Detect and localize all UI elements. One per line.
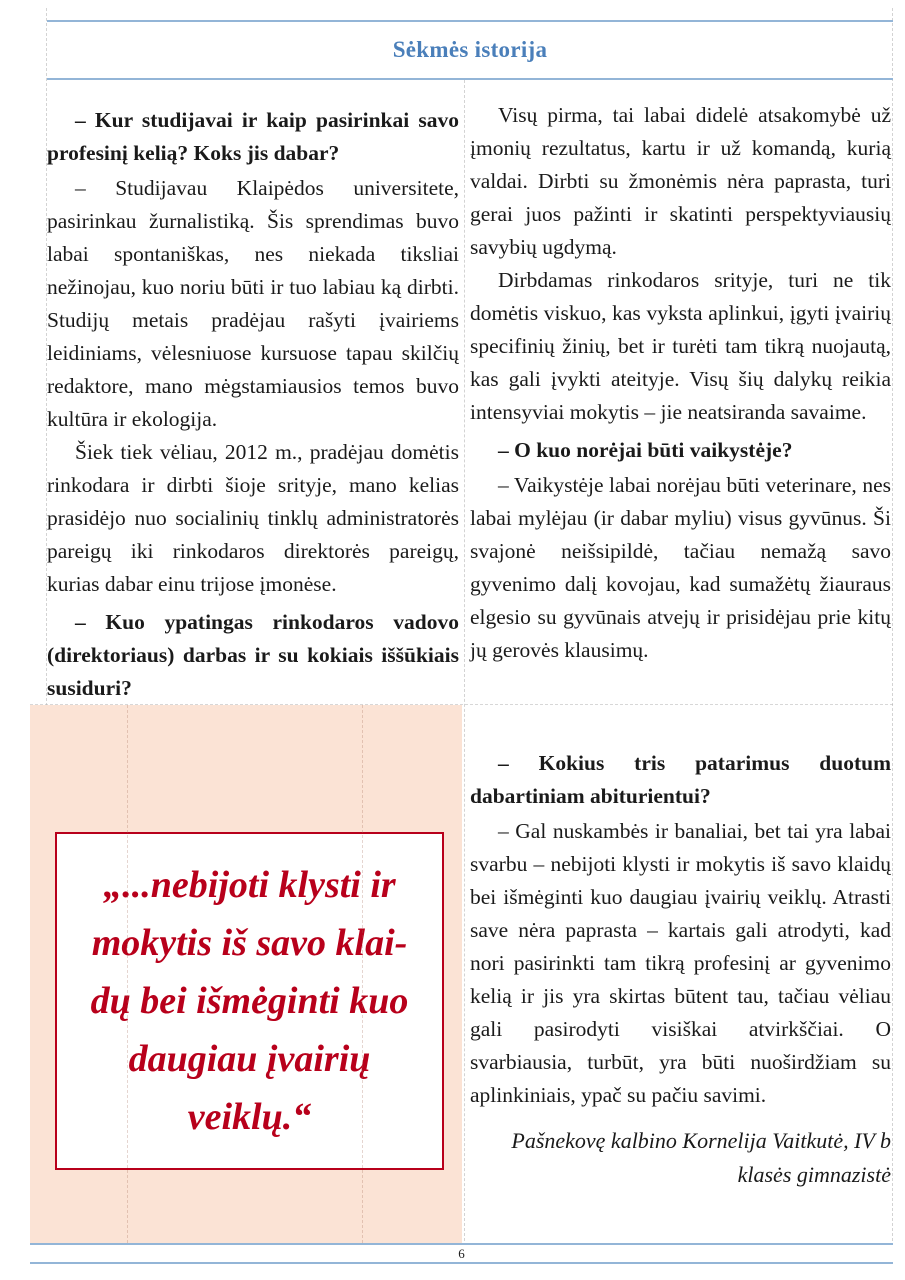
pull-quote-line: „...nebijoti klysti ir (103, 864, 396, 906)
pull-quote-box (55, 832, 444, 1170)
right-margin-guide (892, 8, 893, 1241)
page-title: Sėkmės istorija (392, 37, 548, 62)
interview-answer: Dirbdamas rinkodaros srityje, turi ne tik domėtis viskuo, kas vyksta aplinkui, įgyti įvairių specifinių žinių, bet ir turėti tam tikrą nuojautą, kas gali įvykti ateityje. Visų šių dalykų reikia intensyviai mokytis – jie neatsiranda savaime. (470, 268, 891, 424)
page-header (47, 20, 893, 80)
pull-quote-line: veiklų.“ (187, 1096, 312, 1138)
interview-byline: Pašnekovę kalbino Kornelija Vaitkutė, IV b klasės gimnazistė (511, 1128, 891, 1187)
page-number: 6 (458, 1245, 465, 1261)
pull-quote-panel (30, 705, 462, 1243)
interview-answer: Šiek tiek vėliau, 2012 m., pradėjau domėtis rinkodara ir dirbti šioje srityje, mano kelias prasidėjo nuo socialinių tinklų administratorės pareigų iki rinkodaros direktorės pareigų, kurias dabar einu trijose įmonėse. (47, 440, 459, 596)
pull-quote-line: daugiau įvairių (128, 1038, 371, 1080)
interview-answer: – Vaikystėje labai norėjau būti veterinare, nes labai mylėjau (ir dabar myliu) visus gyvūnus. Ši svajonė neišsipildė, tačiau nemažą savo gyvenimo dalį kovojau, kad sumažėtų žiauraus elgesio su gyvūnais atvejų ir prisidėjau prie kitų jų gerovės klausimų. (470, 473, 891, 662)
interview-answer: Visų pirma, tai labai didelė atsakomybė už įmonių rezultatus, kartu ir už komandą, kurią valdai. Dirbti su žmonėmis nėra paprasta, turi gerai juos pažinti ir skatinti perspektyviausių savybių ugdymą. (470, 103, 891, 259)
right-text-column (470, 99, 891, 1192)
interview-question: – Kokius tris patarimus duotum dabartiniam abiturientui? (470, 751, 891, 808)
interview-question: – Kuo ypatingas rinkodaros vadovo (direktoriaus) darbas ir su kokiais iššūkiais susiduri? (47, 610, 459, 700)
interview-question: – Kur studijavai ir kaip pasirinkai savo profesinį kelią? Koks jis dabar? (47, 108, 459, 165)
interview-answer: – Studijavau Klaipėdos universitete, pasirinkau žurnalistiką. Šis sprendimas buvo labai spontaniškas, nes niekada tiksliai nežinojau, kuo noriu būti ir tuo labiau ką dirbti. Studijų metais pradėjau rašyti įvairiems leidiniams, vėlesniuose kursuose tapau skilčių redaktore, mano mėgstamiausios temos buvo kultūra ir ekologija. (47, 176, 459, 431)
page-footer (30, 1243, 893, 1264)
panel-cell-guide (127, 705, 128, 1243)
pull-quote-line: dų bei išmėginti kuo (90, 980, 409, 1022)
interview-question: – O kuo norėjai būti vaikystėje? (498, 438, 793, 462)
interview-answer: – Gal nuskambės ir banaliai, bet tai yra labai svarbu – nebijoti klysti ir mokytis iš savo klaidų bei išmėginti kuo daugiau įvairių veiklų. Atrasti save nėra paprasta – kartais gali atrodyti, kad nori pasirinkti tam tikrą profesinį ar gyvenimo kelią ir jis yra skirtas būtent tau, tačiau vėliau gali pasirodyti visiškai atvirkščiai. O svarbiausia, turbūt, yra būti nuoširdžiam su aplinkiniais, ypač su pačiu savimi. (470, 819, 891, 1107)
pull-quote-line: mokytis iš savo klai- (91, 922, 408, 964)
left-text-column (47, 99, 459, 707)
column-divider-guide (464, 80, 465, 1241)
panel-cell-guide (362, 705, 363, 1243)
